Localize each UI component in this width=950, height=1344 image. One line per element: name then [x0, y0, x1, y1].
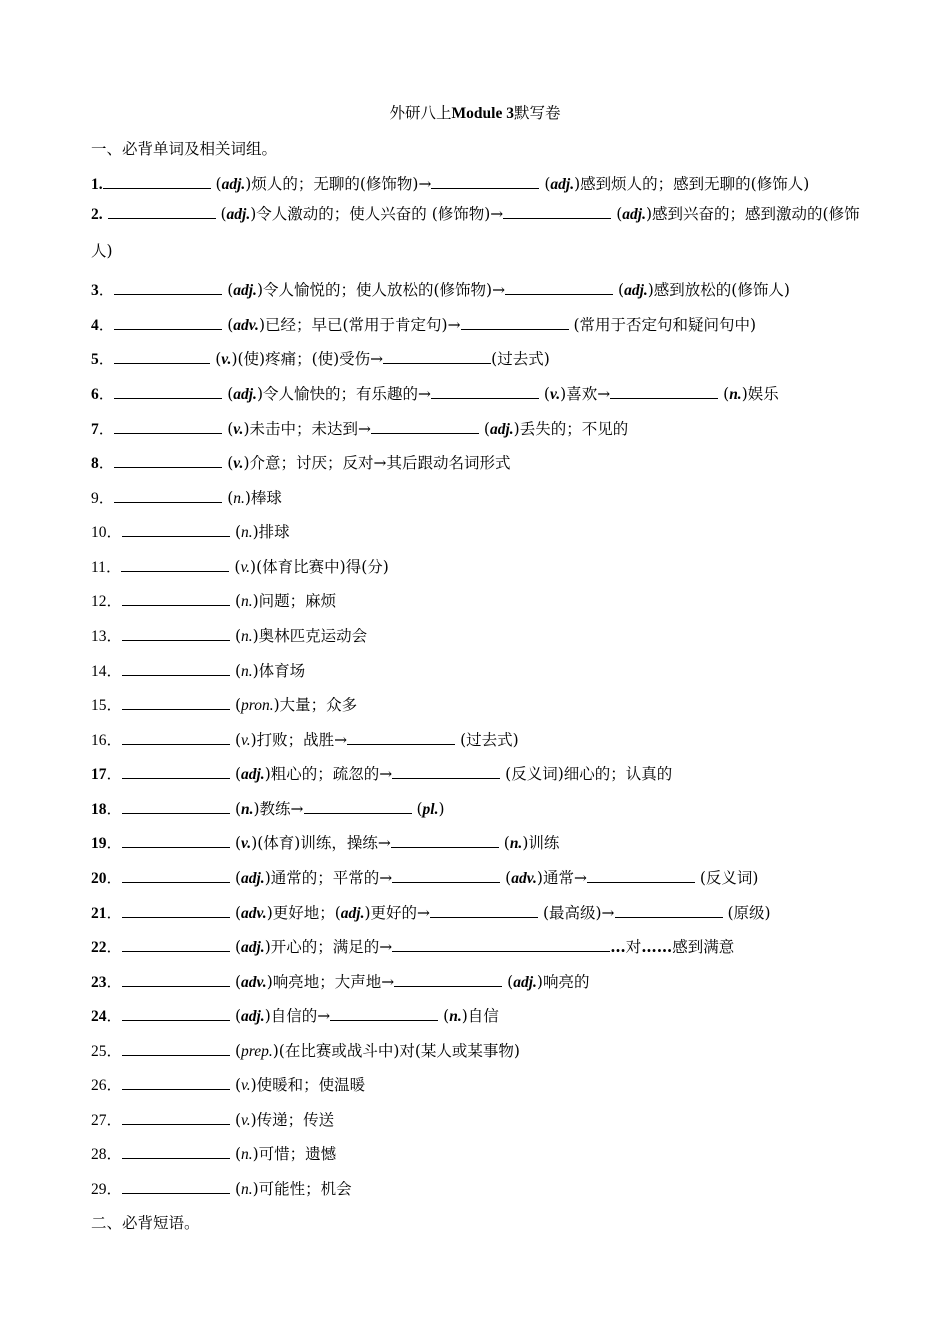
part-of-speech: n. [241, 593, 253, 610]
part-of-speech: adj. [340, 905, 365, 922]
item-text: ． [106, 592, 123, 610]
item-text: ． [106, 696, 123, 714]
vocab-item [91, 624, 871, 646]
item-text: (常用于否定句和疑问句中) [568, 316, 757, 334]
part-of-speech: adj. [233, 282, 257, 299]
vocab-item [91, 1177, 871, 1199]
item-text: ( [230, 904, 241, 922]
answer-blank[interactable] [122, 764, 230, 779]
part-of-speech: adj. [550, 176, 575, 193]
item-number: 9 [91, 490, 99, 507]
answer-blank[interactable] [108, 204, 216, 219]
item-number: 15 [91, 697, 107, 714]
item-text: ( [411, 800, 423, 818]
answer-blank[interactable] [122, 730, 230, 745]
answer-blank[interactable] [114, 384, 222, 399]
answer-blank[interactable] [114, 349, 210, 364]
item-text: )问题；麻烦 [252, 592, 337, 610]
part-of-speech: n. [241, 524, 253, 541]
item-text: ( [230, 1007, 241, 1025]
item-text: )令人愉快的；有乐趣的→ [256, 385, 431, 403]
item-text: ． [98, 281, 115, 299]
item-text: ． [106, 1076, 123, 1094]
vocab-item [91, 555, 871, 577]
item-text: ． [98, 385, 115, 403]
item-text: ( [222, 316, 234, 334]
item-number: 26 [91, 1077, 107, 1094]
item-text: ( [230, 662, 241, 680]
item-text: ． [98, 489, 115, 507]
item-text: ( [230, 592, 241, 610]
answer-blank[interactable] [114, 280, 222, 295]
answer-blank[interactable] [122, 1041, 230, 1056]
item-text: ． [106, 1042, 123, 1060]
item-text: ( [230, 869, 241, 887]
item-text: ( [478, 420, 490, 438]
item-text: ( [230, 1111, 241, 1129]
item-text: ． [106, 765, 123, 783]
part-of-speech: v. [241, 1112, 251, 1129]
item-text: 对 [625, 938, 642, 956]
title-cn: 外研八上 [389, 104, 452, 122]
answer-blank[interactable] [392, 868, 500, 883]
item-text: ． [106, 869, 123, 887]
item-text: )可能性；机会 [252, 1180, 352, 1198]
item-text: ( [230, 973, 241, 991]
item-text: )打败；战胜→ [250, 731, 348, 749]
answer-blank[interactable] [587, 868, 695, 883]
part-of-speech: v. [221, 351, 232, 368]
item-text: )感到兴奋的；感到激动的(修饰人) [91, 205, 860, 260]
page-title [0, 101, 950, 123]
part-of-speech: v. [233, 455, 244, 472]
answer-blank[interactable] [122, 626, 230, 641]
item-text: )丢失的；不见的 [513, 420, 629, 438]
item-text: )已经；早已(常用于肯定句)→ [258, 316, 461, 334]
part-of-speech: adj. [624, 282, 648, 299]
item-text: ( [215, 205, 227, 223]
item-text: ( [230, 1180, 241, 1198]
item-text: ( [502, 973, 514, 991]
vocab-item [91, 172, 871, 194]
vocab-item [91, 278, 871, 300]
item-text: )通常→ [536, 869, 587, 887]
item-text: )感到放松的(修饰人) [647, 281, 790, 299]
item-text: ( [230, 1076, 241, 1094]
part-of-speech: n. [449, 1008, 462, 1025]
part-of-speech: n. [241, 628, 253, 645]
part-of-speech: n. [241, 1181, 253, 1198]
vocab-item [91, 935, 871, 957]
item-text: )大量；众多 [273, 696, 358, 714]
item-text: ． [106, 627, 123, 645]
item-text: ( [500, 869, 512, 887]
vocab-item [91, 313, 871, 335]
item-number: 21 [91, 905, 107, 922]
answer-blank[interactable] [347, 730, 455, 745]
answer-blank[interactable] [461, 315, 569, 330]
answer-blank[interactable] [122, 799, 230, 814]
item-text: ( [498, 834, 510, 852]
answer-blank[interactable] [394, 972, 502, 987]
answer-blank[interactable] [103, 174, 211, 189]
item-text: ( [222, 281, 234, 299]
item-text: (反义词) [694, 869, 759, 887]
item-text: ． [106, 1111, 123, 1129]
item-text: ( [538, 385, 550, 403]
item-text: )响亮地；大声地→ [266, 973, 395, 991]
item-text: ( [229, 558, 241, 576]
part-of-speech: adj. [226, 206, 251, 223]
answer-blank[interactable] [122, 522, 230, 537]
item-text: )感到烦人的；感到无聊的(修饰人) [574, 175, 810, 193]
item-text: ( [230, 523, 241, 541]
item-text: )(体育比赛中)得(分) [250, 558, 389, 576]
item-text: ( [210, 350, 222, 368]
item-text: 感到满意 [672, 938, 735, 956]
item-text: ． [106, 834, 123, 852]
vocab-item [91, 901, 871, 923]
item-text: ． [106, 800, 123, 818]
item-text: )更好的→ [364, 904, 431, 922]
item-text: ． [106, 1007, 123, 1025]
item-number: 4 [91, 317, 99, 334]
item-text: ( [222, 420, 234, 438]
item-number: 1. [91, 176, 103, 193]
answer-blank[interactable] [505, 280, 613, 295]
answer-blank[interactable] [122, 1179, 230, 1194]
item-text: )使暖和；使温暖 [250, 1076, 366, 1094]
part-of-speech: adj. [233, 386, 257, 403]
item-number: 3 [91, 282, 99, 299]
item-text: )教练→ [253, 800, 304, 818]
item-number: 18 [91, 801, 107, 818]
part-of-speech: v. [233, 421, 244, 438]
title-module: Module 3 [451, 105, 514, 122]
part-of-speech: n. [729, 386, 742, 403]
item-text: )令人愉悦的；使人放松的(修饰物)→ [256, 281, 506, 299]
vocab-item [91, 520, 871, 542]
answer-blank[interactable] [371, 419, 479, 434]
item-text: ( [230, 627, 241, 645]
item-number: 6 [91, 386, 99, 403]
item-number: 8 [91, 455, 99, 472]
item-text: ． [98, 420, 115, 438]
item-text: )令人激动的；使人兴奋的 (修饰物)→ [250, 205, 504, 223]
item-text: ( [613, 281, 625, 299]
vocab-item [91, 970, 871, 992]
item-text: )娱乐 [741, 385, 779, 403]
item-text: ( [539, 175, 551, 193]
part-of-speech: adj. [513, 974, 537, 991]
item-text: ( [230, 696, 241, 714]
item-text: ． [98, 316, 115, 334]
item-text: (最高级)→ [538, 904, 615, 922]
part-of-speech: adv. [233, 317, 259, 334]
part-of-speech: v. [240, 559, 251, 576]
answer-blank[interactable] [330, 1006, 438, 1021]
item-text: )(体育)训练，操练→ [251, 834, 391, 852]
section-heading-words: 一、必背单词及相关词组。 [91, 140, 278, 158]
ellipsis-text: …… [641, 937, 673, 956]
item-number: 23 [91, 974, 107, 991]
item-text: )传递；传送 [250, 1111, 335, 1129]
item-text: ． [98, 454, 115, 472]
vocab-item [91, 693, 871, 715]
answer-blank[interactable] [304, 799, 412, 814]
part-of-speech: v. [549, 386, 561, 403]
part-of-speech: adj. [489, 421, 514, 438]
item-number: 11 [91, 559, 106, 576]
vocab-item [91, 1142, 871, 1164]
item-number: 28 [91, 1146, 107, 1163]
vocab-item [91, 797, 871, 819]
item-text: )开心的；满足的→ [264, 938, 393, 956]
answer-blank[interactable] [122, 1006, 230, 1021]
part-of-speech: v. [241, 835, 252, 852]
item-text: ( [222, 489, 234, 507]
item-text: ( [222, 385, 234, 403]
answer-blank[interactable] [122, 833, 230, 848]
item-number: 19 [91, 835, 107, 852]
item-text: ． [106, 731, 123, 749]
part-of-speech: pl. [422, 801, 439, 818]
item-number: 10 [91, 524, 107, 541]
item-text: (原级) [722, 904, 771, 922]
item-text: )介意；讨厌；反对→其后跟动名词形式 [243, 454, 511, 472]
item-number: 24 [91, 1008, 107, 1025]
answer-blank[interactable] [114, 315, 222, 330]
answer-blank[interactable] [122, 868, 230, 883]
item-text: )可惜；遗憾 [252, 1145, 337, 1163]
item-text: ． [98, 350, 115, 368]
part-of-speech: adj. [241, 766, 265, 783]
item-text: )排球 [252, 523, 290, 541]
item-number: 16 [91, 732, 107, 749]
item-text: ( [230, 800, 241, 818]
vocab-item [91, 196, 871, 269]
item-text: )烦人的；无聊的(修饰物)→ [245, 175, 432, 193]
item-text: )训练 [522, 834, 560, 852]
item-text: ( [230, 1042, 241, 1060]
vocab-item [91, 1004, 871, 1026]
ellipsis-text: … [610, 937, 626, 956]
item-text: )粗心的；疏忽的→ [264, 765, 393, 783]
vocab-item [91, 347, 871, 369]
item-text: ． [106, 973, 123, 991]
item-text: )奥林匹克运动会 [252, 627, 368, 645]
item-text: ． [106, 938, 123, 956]
item-number: 25 [91, 1043, 107, 1060]
vocab-item [91, 1039, 871, 1061]
answer-blank[interactable] [121, 557, 229, 572]
item-text: )体育场 [252, 662, 306, 680]
part-of-speech: adv. [511, 870, 537, 887]
part-of-speech: adj. [241, 870, 265, 887]
item-number: 13 [91, 628, 107, 645]
vocab-item [91, 589, 871, 611]
part-of-speech: n. [233, 490, 245, 507]
part-of-speech: adv. [241, 905, 267, 922]
item-text: )响亮的 [536, 973, 590, 991]
answer-blank[interactable] [122, 1144, 230, 1159]
item-text: ( [230, 731, 241, 749]
vocab-item [91, 728, 871, 750]
answer-blank[interactable] [430, 903, 538, 918]
item-number: 14 [91, 663, 107, 680]
item-number: 12 [91, 593, 107, 610]
answer-blank[interactable] [383, 349, 491, 364]
part-of-speech: adv. [241, 974, 267, 991]
item-text: ． [106, 904, 123, 922]
item-text: )自信 [461, 1007, 499, 1025]
item-text: ( [438, 1007, 450, 1025]
part-of-speech: adj. [241, 1008, 265, 1025]
item-text: )(在比赛或战斗中)对(某人或某事物) [272, 1042, 520, 1060]
answer-blank[interactable] [392, 937, 610, 952]
answer-blank[interactable] [114, 453, 222, 468]
answer-blank[interactable] [122, 1110, 230, 1125]
answer-blank[interactable] [122, 972, 230, 987]
answer-blank[interactable] [122, 591, 230, 606]
answer-blank[interactable] [615, 903, 723, 918]
part-of-speech: adj. [241, 939, 265, 956]
vocab-item [91, 382, 871, 404]
part-of-speech: n. [509, 835, 523, 852]
answer-blank[interactable] [392, 764, 500, 779]
part-of-speech: prep. [241, 1043, 273, 1060]
item-text: ( [611, 205, 623, 223]
part-of-speech: v. [241, 1077, 251, 1094]
item-text: (反义词)细心的；认真的 [500, 765, 673, 783]
item-number: 2. [91, 206, 103, 223]
item-text: )自信的→ [264, 1007, 331, 1025]
item-text: ( [210, 175, 222, 193]
item-text: ) [438, 800, 445, 818]
item-number: 5 [91, 351, 99, 368]
part-of-speech: adj. [221, 176, 246, 193]
answer-blank[interactable] [610, 384, 718, 399]
vocab-item [91, 1108, 871, 1130]
answer-blank[interactable] [114, 419, 222, 434]
vocab-item [91, 831, 871, 853]
item-text: ． [106, 523, 123, 541]
part-of-speech: n. [241, 663, 253, 680]
item-text: )喜欢→ [560, 385, 611, 403]
item-text: ． [105, 558, 122, 576]
vocab-item [91, 486, 871, 508]
answer-blank[interactable] [431, 174, 539, 189]
vocab-item [91, 866, 871, 888]
vocab-item [91, 417, 871, 439]
part-of-speech: n. [241, 801, 254, 818]
section-heading-phrases: 二、必背短语。 [91, 1214, 200, 1232]
item-number: 29 [91, 1181, 107, 1198]
item-text: ( [230, 938, 241, 956]
item-text: ． [106, 1145, 123, 1163]
vocab-item [91, 762, 871, 784]
answer-blank[interactable] [122, 661, 230, 676]
item-number: 22 [91, 939, 107, 956]
part-of-speech: n. [241, 1146, 253, 1163]
answer-blank[interactable] [431, 384, 539, 399]
item-text: ( [230, 1145, 241, 1163]
part-of-speech: v. [241, 732, 251, 749]
item-text: )通常的；平常的→ [264, 869, 393, 887]
item-text: ． [106, 1180, 123, 1198]
item-text: ( [230, 834, 241, 852]
item-number: 17 [91, 766, 107, 783]
part-of-speech: pron. [241, 697, 274, 714]
answer-blank[interactable] [122, 937, 230, 952]
vocab-item [91, 659, 871, 681]
answer-blank[interactable] [122, 903, 230, 918]
answer-blank[interactable] [122, 1075, 230, 1090]
vocab-item [91, 451, 871, 473]
answer-blank[interactable] [503, 204, 611, 219]
item-text: ( [718, 385, 730, 403]
item-number: 27 [91, 1112, 107, 1129]
item-number: 20 [91, 870, 107, 887]
item-text: (过去式) [491, 350, 550, 368]
answer-blank[interactable] [391, 833, 499, 848]
answer-blank[interactable] [122, 695, 230, 710]
title-cn2: 默写卷 [513, 104, 561, 122]
part-of-speech: adj. [622, 206, 646, 223]
item-text: ． [106, 662, 123, 680]
item-text: )更好地；( [266, 904, 341, 922]
item-number: 7 [91, 421, 99, 438]
answer-blank[interactable] [114, 488, 222, 503]
vocab-item [91, 1073, 871, 1095]
item-text: )棒球 [244, 489, 282, 507]
item-text: (过去式) [455, 731, 519, 749]
item-text: )(使)疼痛；(使)受伤→ [231, 350, 384, 368]
item-text: ( [230, 765, 241, 783]
item-text: )未击中；未达到→ [243, 420, 371, 438]
item-text: ( [222, 454, 234, 472]
